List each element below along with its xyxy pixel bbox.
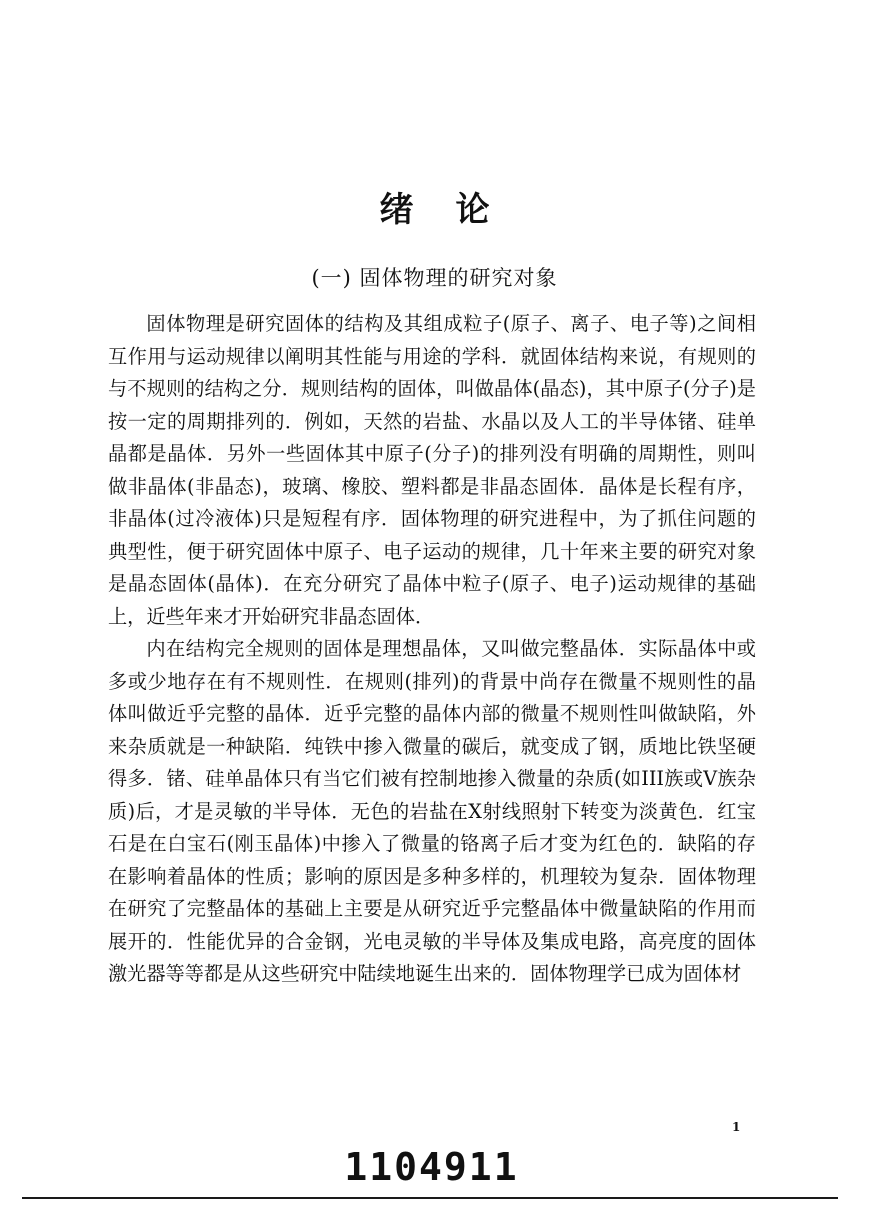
- serial-number-stamp: 1104911: [344, 1145, 519, 1189]
- bottom-rule: [22, 1197, 838, 1199]
- body-text: [108, 308, 756, 991]
- paragraph: 内在结构完全规则的固体是理想晶体，又叫做完整晶体．实际晶体中或多或少地存在有不规则性．在规则(排列)的背景中尚存在微量不规则性的晶体叫做近乎完整的晶体．近乎完整的晶体内部的微量不规则性叫做缺陷，外来杂质就是一种缺陷．纯铁中掺入微量的碳后，就变成了钢，质地比铁坚硬得多．锗、硅单晶体只有当它们被有控制地掺入微量的杂质(如III族或V族杂质)后，才是灵敏的半导体．无色的岩盐在X射线照射下转变为淡黄色．红宝石是在白宝石(刚玉晶体)中掺入了微量的铬离子后才变为红色的．缺陷的存在影响着晶体的性质；影响的原因是多种多样的，机理较为复杂．固体物理在研究了完整晶体的基础上主要是从研究近乎完整晶体中微量缺陷的作用而展开的．性能优异的合金钢，光电灵敏的半导体及集成电路，高亮度的固体激光器等等都是从这些研究中陆续地诞生出来的．固体物理学已成为固体材: [108, 637, 756, 985]
- chapter-title: 绪论: [379, 190, 532, 230]
- section-heading: (一) 固体物理的研究对象: [311, 266, 558, 290]
- paragraph: 固体物理是研究固体的结构及其组成粒子(原子、离子、电子等)之间相互作用与运动规律以阐明其性能与用途的学科．就固体结构来说，有规则的与不规则的结构之分．规则结构的固体，叫做晶体(晶态)，其中原子(分子)是按一定的周期排列的．例如，天然的岩盐、水晶以及人工的半导体锗、硅单晶都是晶体．另外一些固体其中原子(分子)的排列没有明确的周期性，则叫做非晶体(非晶态)，玻璃、橡胶、塑料都是非晶态固体．晶体是长程有序，非晶体(过冷液体)只是短程有序．固体物理的研究进程中，为了抓住问题的典型性，便于研究固体中原子、电子运动的规律，几十年来主要的研究对象是晶态固体(晶体)．在充分研究了晶体中粒子(原子、电子)运动规律的基础上，近些年来才开始研究非晶态固体．: [108, 312, 756, 628]
- page-number: 1: [732, 1120, 741, 1134]
